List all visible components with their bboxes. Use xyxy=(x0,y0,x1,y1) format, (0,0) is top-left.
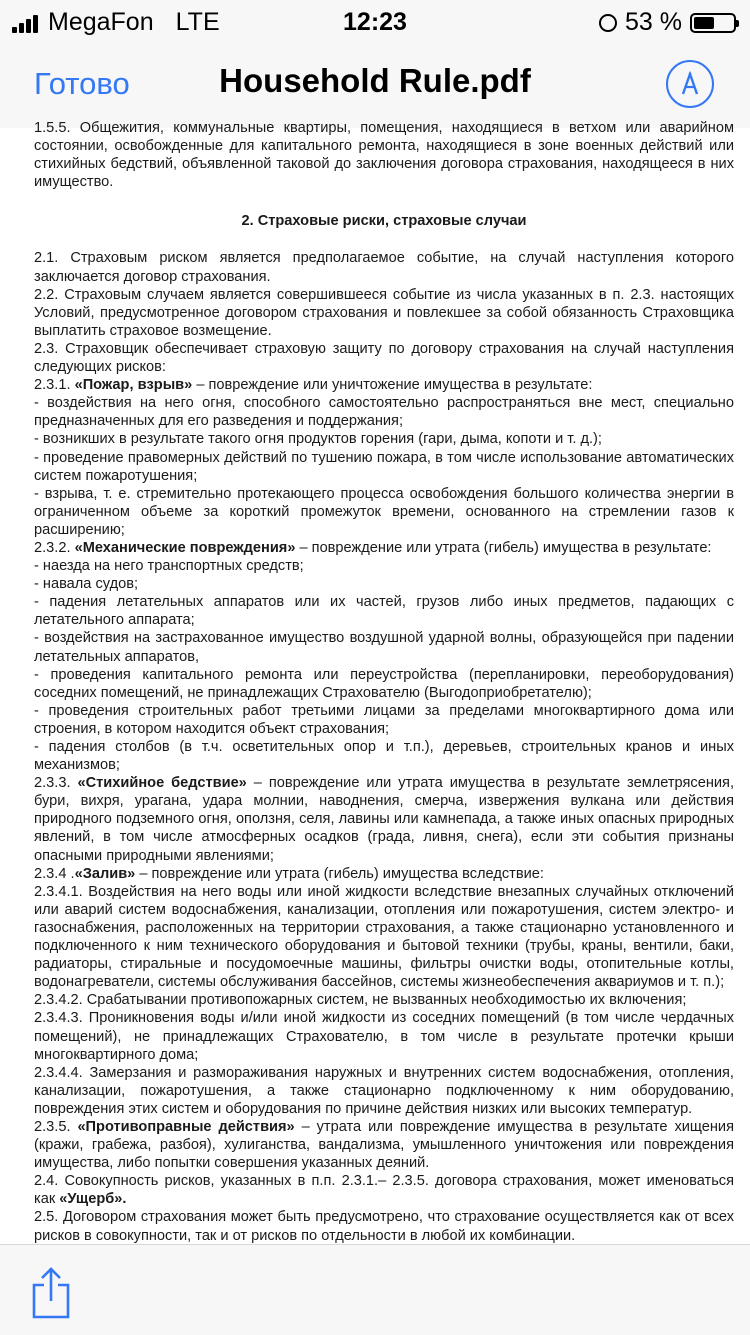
doc-paragraph: 2.3. Страховщик обеспечивает страховую защиту по договору страхования на случай наступления следующих рисков: xyxy=(34,340,734,376)
risk-name: «Механические повреждения» xyxy=(74,539,296,556)
document-title: Household Rule.pdf xyxy=(219,62,531,99)
doc-list-item: - воздействия на застрахованное имущество воздушной ударной волны, образующейся при падении летательных аппаратов, xyxy=(34,630,734,665)
battery-icon xyxy=(690,13,736,33)
clause-text: – повреждение или утрата (гибель) имущества вследствие: xyxy=(135,865,544,882)
risk-name: «Залив» xyxy=(74,865,136,882)
markup-pen-icon xyxy=(677,70,703,98)
clause-number: 2.3.1. xyxy=(34,377,75,394)
doc-list-item: - проведения строительных работ третьими лицами за пределами многоквартирного дома или строения, в котором находится объект страхования; xyxy=(34,702,734,737)
clause-text: – повреждение или утрата имущества в результате землетрясения, бури, вихря, урагана, удара молнии, наводнения, смерча, извержения вулкана или действия природного подземного огня, оползня, селя, лавины или камнепада, а также иных опасных природных явлений, в том числе атмосферных осадков (града, ливня, снега), если эти события признаны опасными природными явлениями; xyxy=(34,775,734,864)
doc-list-item: - проведения капитального ремонта или переустройства (перепланировки, переоборудования) соседних помещений, не принадлежащих Страхователю (Выгодоприобретателю); xyxy=(34,666,734,701)
doc-paragraph: 1.5.5. Общежития, коммунальные квартиры, помещения, находящиеся в ветхом или аварийном состоянии, освобожденные для капитального ремонта, находящиеся в зоне военных действий или стихийных бедствий, объявленной таковой до заключения договора страхования, находящееся в них имущество. xyxy=(34,120,734,191)
doc-list-item: - падения летательных аппаратов или их частей, грузов либо иных предметов, падающих с летательного аппарата; xyxy=(34,594,734,629)
doc-paragraph: 2.2. Страховым случаем является совершившееся событие из числа указанных в п. 2.3. настоящих Условий, предусмотренное договором страхования и повлекшее за собой обязанность Страховщика выплатить страховое возмещение. xyxy=(34,286,734,339)
section-heading: 2. Страховые риски, страховые случаи xyxy=(241,213,527,230)
doc-list-item: - падения столбов (в т.ч. осветительных опор и т.п.), деревьев, строительных кранов и иных механизмов; xyxy=(34,739,734,774)
battery-percent: 53 % xyxy=(625,8,682,36)
doc-list-item: - взрыва, т. е. стремительно протекающего процесса освобождения большого количества энергии в ограниченном объеме за короткий промежуток времени, основанного на стремлении газов к расширению; xyxy=(34,485,734,538)
doc-paragraph: 2.1. Страховым риском является предполагаемое событие, на случай наступления которого заключается договор страхования. xyxy=(34,250,734,285)
status-bar xyxy=(0,0,750,40)
bottom-toolbar xyxy=(0,1244,750,1335)
battery-level-fill xyxy=(694,17,714,29)
doc-paragraph: 2.3.4.3. Проникновения воды и/или иной жидкости из соседних помещений (в том числе чердачных помещений), не принадлежащих Страхователю, в том числе в результате протечки крыши многоквартирного дома; xyxy=(34,1010,734,1063)
doc-paragraph xyxy=(34,865,734,883)
status-time: 12:23 xyxy=(343,8,407,36)
clause-number: 2.3.4 . xyxy=(34,865,75,882)
risk-name: «Противоправные действия» xyxy=(77,1118,295,1135)
doc-paragraph: 2.3.4.4. Замерзания и размораживания наружных и внутренних систем водоснабжения, отопления, канализации, пожаротушения, а также стационарно подключенному к ним оборудованию, повреждения этих систем и оборудования по причине действия низких или высоких температур. xyxy=(34,1064,734,1117)
clause-text: – повреждение или утрата (гибель) имущества в результате: xyxy=(295,539,712,556)
doc-list-item: - навала судов; xyxy=(34,576,139,593)
doc-paragraph xyxy=(34,539,734,557)
doc-list-item: - воздействия на него огня, способного самостоятельно распространяться вне мест, специально предназначенных для его разведения и поддержания; xyxy=(34,395,734,430)
clause-number: 2.3.5. xyxy=(34,1118,78,1135)
pdf-viewer[interactable] xyxy=(0,120,750,1244)
doc-list-item: - наезда на него транспортных средств; xyxy=(34,558,304,575)
clause-text: – повреждение или уничтожение имущества в результате: xyxy=(192,377,593,394)
pdf-page xyxy=(34,119,734,1282)
navigation-bar xyxy=(0,40,750,128)
clause-text: – утрата или повреждение имущества в результате хищения (кражи, грабежа, разбоя), хулиганства, вандализма, умышленного уничтожения или повреждения имущества, либо попытки совершения указанных деяний. xyxy=(34,1118,734,1172)
risk-name: «Пожар, взрыв» xyxy=(74,377,193,394)
alarm-clock-icon xyxy=(599,14,617,32)
clause-number: 2.3.2. xyxy=(34,539,75,556)
risk-name: «Ущерб». xyxy=(59,1191,127,1208)
doc-list-item: - возникших в результате такого огня продуктов горения (гари, дыма, копоти и т. д.); xyxy=(34,431,602,448)
doc-paragraph xyxy=(34,1172,734,1208)
doc-paragraph: 2.3.4.2. Срабатывании противопожарных систем, не вызванных необходимостью их включения; xyxy=(34,992,687,1009)
doc-paragraph xyxy=(34,376,734,394)
share-icon xyxy=(30,1267,72,1319)
doc-list-item: - проведение правомерных действий по тушению пожара, в том числе использование автоматических систем пожаротушения; xyxy=(34,449,734,484)
clause-number: 2.3.3. xyxy=(34,775,78,792)
network-type: LTE xyxy=(175,8,220,36)
doc-paragraph xyxy=(34,774,734,864)
share-button[interactable] xyxy=(30,1267,72,1324)
done-button[interactable]: Готово xyxy=(34,66,130,101)
status-right xyxy=(599,8,736,37)
doc-paragraph: 2.3.4.1. Воздействия на него воды или иной жидкости вследствие внезапных случайных отключений или аварий систем водоснабжения, канализации, отопления или пожаротушения, систем электро- и газоснабжения, расположенных на территории страхования, а также стационарно установленного и подключенного к ним технического оборудования и бытовой техники (трубы, краны, вентили, баки, радиаторы, стиральные и посудомоечные машины, фильтры очистки воды, отопительные котлы, водонагреватели, системы обслуживания бассейнов, системы жизнеобеспечения аквариумов и т. п.); xyxy=(34,883,734,991)
doc-paragraph xyxy=(34,1118,734,1172)
carrier-name: MegaFon xyxy=(48,8,154,36)
markup-button[interactable] xyxy=(666,60,714,108)
risk-name: «Стихийное бедствие» xyxy=(77,775,247,792)
doc-paragraph: 2.5. Договором страхования может быть предусмотрено, что страхование осуществляется как от всех рисков в совокупности, так и от рисков по отдельности в любой их комбинации. xyxy=(34,1209,734,1244)
clause-text: 2.4. Совокупность рисков, указанных в п.п. 2.3.1.– 2.3.5. договора страхования, может именоваться как xyxy=(34,1173,734,1208)
